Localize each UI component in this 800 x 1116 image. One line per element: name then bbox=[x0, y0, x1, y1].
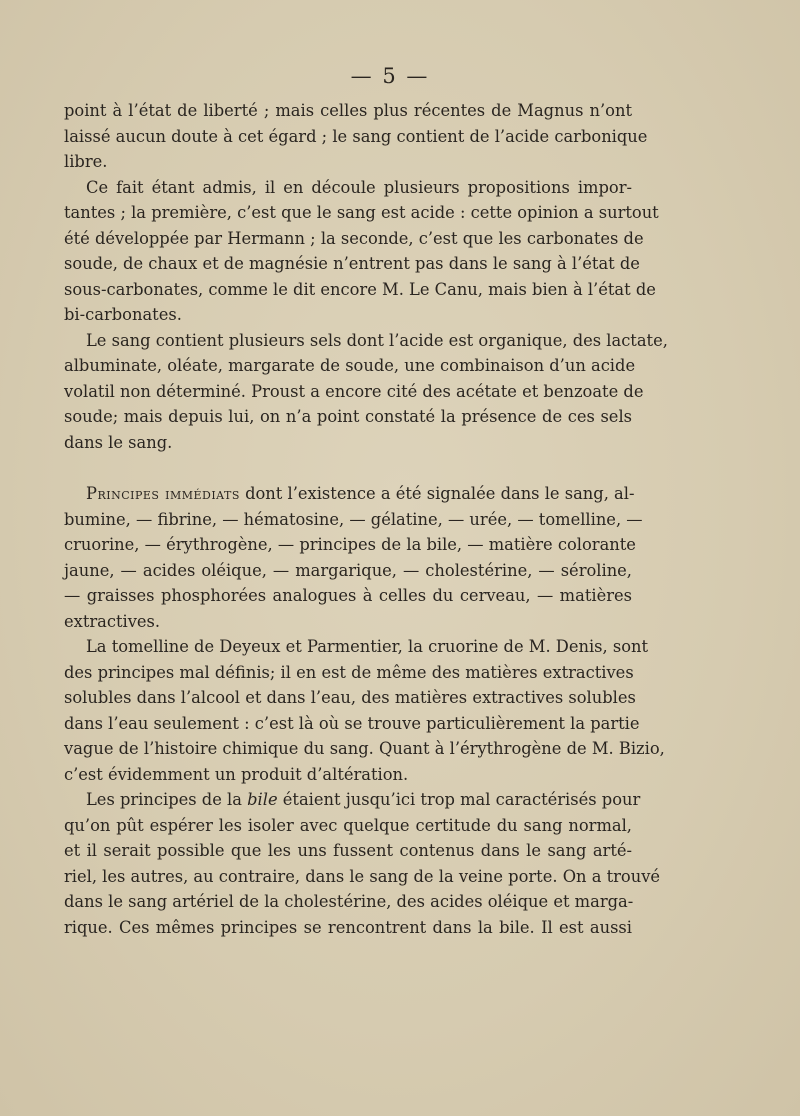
section-heading: Principes immédiats bbox=[86, 484, 240, 503]
text-line: albuminate, oléate, margarate de soude, une combinaison d’un acide bbox=[64, 356, 636, 375]
paragraph-3 bbox=[64, 328, 668, 456]
text-line: tantes ; la première, c’est que le sang est acide : cette opinion a surtout bbox=[64, 203, 659, 222]
italic-word: bile bbox=[247, 790, 278, 809]
text-line: volatil non déterminé. Proust a encore cité des acétate et benzoate de bbox=[64, 381, 644, 401]
text-line: laissé aucun doute à cet égard ; le sang contient de l’acide carbonique bbox=[64, 126, 648, 146]
text-line: jaune, — acides oléique, — margarique, — cholestérine, — séroline, bbox=[64, 560, 632, 580]
text-line: qu’on pût espérer les isoler avec quelque certitude du sang normal, bbox=[64, 815, 632, 835]
text-line: libre. bbox=[64, 152, 108, 171]
text-line: dans le sang artériel de la cholestérine, des acides oléique et marga- bbox=[64, 892, 634, 911]
text-line: sous-carbonates, comme le dit encore M. Le Canu, mais bien à l’état de bbox=[64, 279, 656, 299]
text-line: La tomelline de Deyeux et Parmentier, la cruorine de M. Denis, sont bbox=[86, 637, 649, 656]
text-line: solubles dans l’alcool et dans l’eau, des matières extractives solubles bbox=[64, 688, 636, 707]
paragraph-1 bbox=[64, 98, 648, 175]
text-line: bumine, — fibrine, — hématosine, — gélatine, — urée, — tomelline, — bbox=[64, 509, 643, 529]
text-fragment: étaient jusqu’ici trop mal caractérisés pour bbox=[277, 790, 641, 809]
text-line: c’est évidemment un produit d’altération. bbox=[64, 764, 409, 784]
paragraph-5 bbox=[64, 634, 665, 787]
body-text bbox=[64, 98, 668, 940]
text-line: riel, les autres, au contraire, dans le sang de la veine porte. On a trouvé bbox=[64, 866, 661, 886]
text-line: et il serait possible que les uns fussent contenus dans le sang arté- bbox=[64, 841, 632, 860]
text-line: vague de l’histoire chimique du sang. Quant à l’érythrogène de M. Bizio, bbox=[64, 739, 665, 758]
text-line: des principes mal définis; il en est de même des matières extractives bbox=[64, 662, 634, 682]
text-line: soude; mais depuis lui, on n’a point constaté la présence de ces sels bbox=[64, 407, 632, 426]
section-gap bbox=[64, 455, 632, 481]
text-line bbox=[64, 481, 635, 507]
paragraph-4 bbox=[64, 481, 643, 634]
text-line: Le sang contient plusieurs sels dont l’acide est organique, des lactate, bbox=[86, 330, 668, 350]
paragraph-2 bbox=[64, 175, 659, 328]
text-line: — graisses phosphorées analogues à celles du cerveau, — matières bbox=[64, 586, 632, 605]
text-line: cruorine, — érythrogène, — principes de la bile, — matière colorante bbox=[64, 535, 636, 554]
text-line: Ce fait étant admis, il en découle plusieurs propositions impor- bbox=[86, 177, 632, 197]
text-line: point à l’état de liberté ; mais celles plus récentes de Magnus n’ont bbox=[64, 101, 632, 120]
text-line: extractives. bbox=[64, 611, 161, 631]
text-line bbox=[64, 787, 641, 813]
text-line: dans l’eau seulement : c’est là où se trouve particulièrement la partie bbox=[64, 713, 640, 733]
text-fragment: Les principes de la bbox=[86, 790, 248, 809]
page-number: — 5 — bbox=[350, 64, 430, 88]
text-line: été développée par Hermann ; la seconde, c’est que les carbonates de bbox=[64, 228, 644, 248]
text-fragment: dont l’existence a été signalée dans le sang, al- bbox=[239, 484, 635, 503]
text-line: dans le sang. bbox=[64, 432, 173, 452]
paragraph-6 bbox=[64, 787, 661, 940]
text-line: soude, de chaux et de magnésie n’entrent pas dans le sang à l’état de bbox=[64, 254, 640, 273]
text-line: rique. Ces mêmes principes se rencontrent dans la bile. Il est aussi bbox=[64, 917, 632, 937]
text-line: bi-carbonates. bbox=[64, 305, 182, 324]
